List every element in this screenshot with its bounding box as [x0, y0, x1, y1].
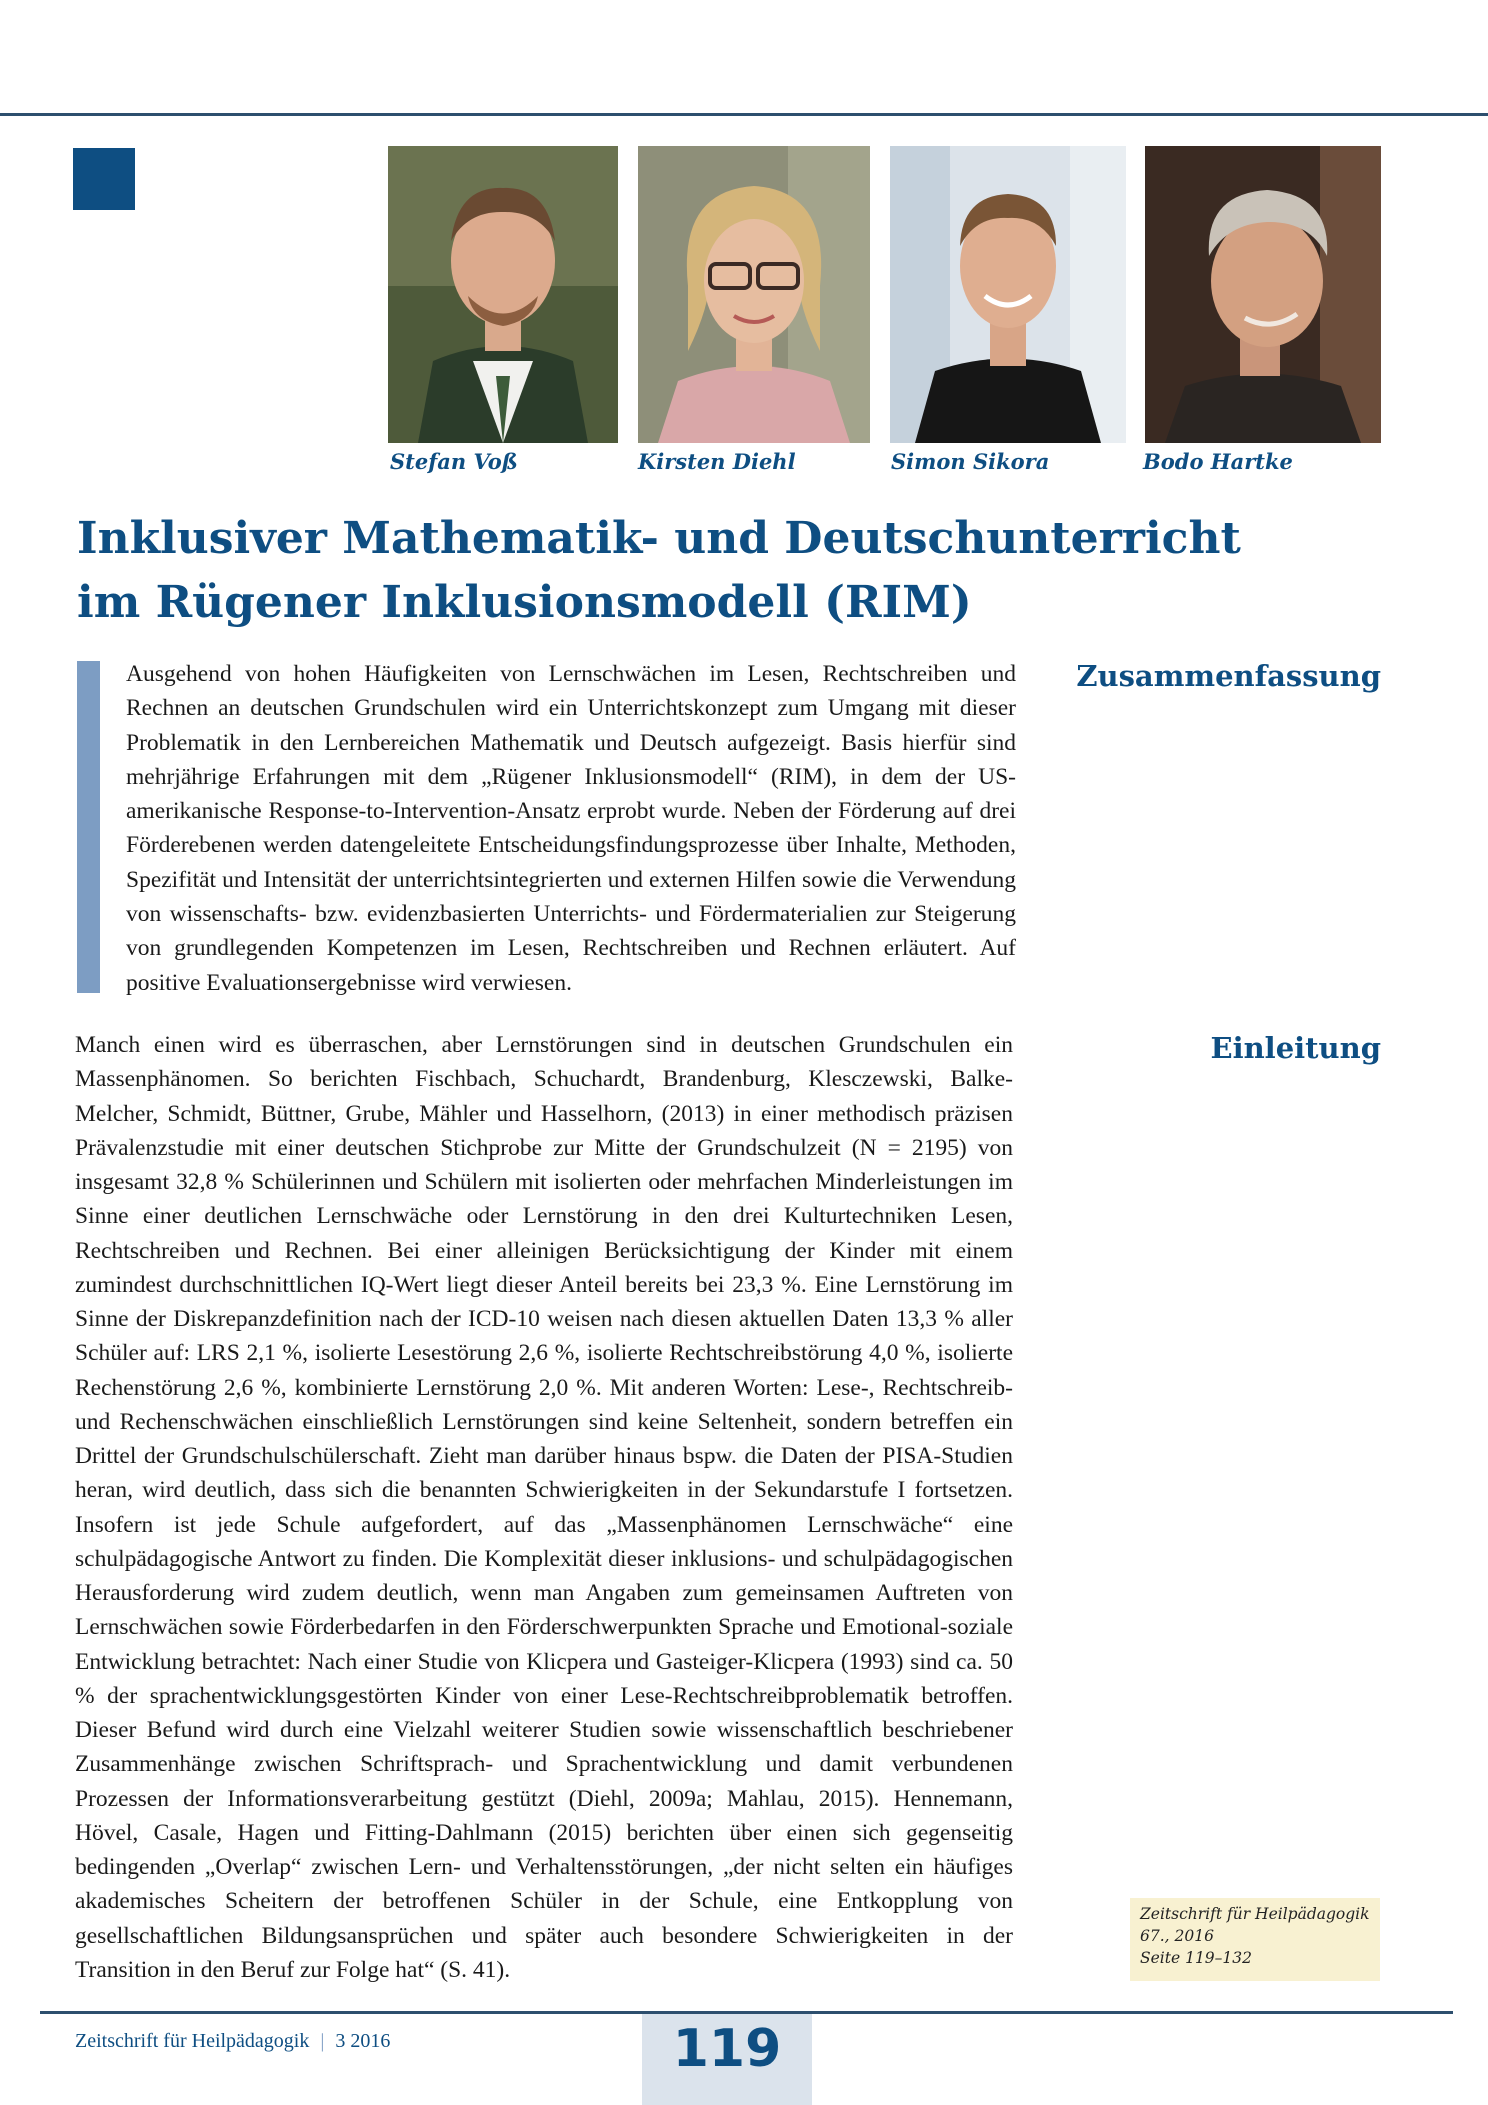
- author-name-4: Bodo Hartke: [1143, 449, 1293, 474]
- footer-journal-info: [75, 2030, 390, 2053]
- author-name-3: Simon Sikora: [891, 449, 1050, 474]
- article-title: [77, 507, 1241, 635]
- journal-citation-name: Zeitschrift für Heilpädagogik: [1140, 1905, 1370, 1923]
- author-photo-1: [388, 146, 618, 443]
- author-name-1: Stefan Voß: [390, 449, 518, 474]
- abstract-heading: Zusammenfassung: [1076, 659, 1381, 693]
- footer-issue: 3: [335, 2030, 346, 2052]
- author-photo-4: [1145, 146, 1381, 443]
- author-photo-3: [890, 146, 1126, 443]
- abstract-accent-bar: [77, 661, 100, 993]
- footer-year: 2016: [350, 2030, 391, 2052]
- body-text-einleitung: Manch einen wird es überraschen, aber Lernstörungen sind in deutschen Grundschulen ein Massenphänomen. So berichten Fischbach, Schuchardt, Brandenburg, Klesczewski, Balke-Melcher, Schmidt, Büttner, Grube, Mähler und Hasselhorn, (2013) in einer methodisch präzisen Prävalenzstudie mit einer deutschen Stichprobe zur Mitte der Grundschulzeit (N = 2195) von insgesamt 32,8 % Schülerinnen und Schülern mit isolierten oder mehrfachen Minderleistungen im Sinne einer deutlichen Lernschwäche oder Lernstörung in den drei Kulturtechniken Lesen, Rechtschreiben und Rechnen. Bei einer alleinigen Berücksichtigung der Kinder mit einem zumindest durchschnittlichen IQ-Wert liegt dieser Anteil bereits bei 23,3 %. Eine Lernstörung im Sinne der Diskrepanzdefinition nach der ICD-10 weisen nach diesen aktuellen Daten 13,3 % aller Schüler auf: LRS 2,1 %, isolierte Lesestörung 2,6 %, isolierte Rechtschreibstörung 4,0 %, isolierte Rechenstörung 2,6 %, kombinierte Lernstörung 2,0 %. Mit anderen Worten: Lese-, Rechtschreib- und Rechenschwächen einschließlich Lernstörungen sind keine Seltenheit, sondern betreffen ein Drittel der Grundschulschülerschaft. Zieht man darüber hinaus bspw. die Daten der PISA-Studien heran, wird deutlich, dass sich die benannten Schwierigkeiten in der Sekundarstufe I fortsetzen. Insofern ist jede Schule aufgefordert, auf das „Massenphänomen Lernschwäche“ eine schulpädagogische Antwort zu finden. Die Komplexität dieser inklusions- und schulpädagogischen Herausforderung wird zudem deutlich, wenn man Angaben zum gemeinsamen Auftreten von Lernschwächen sowie Förderbedarfen in den Förderschwerpunkten Sprache und Emotional-soziale Entwicklung betrachtet: Nach einer Studie von Klicpera und Gasteiger-Klicpera (1993) sind ca. 50 % der sprachentwicklungsgestörten Kinder von einer Lese-Rechtschreibproblematik betroffen. Dieser Befund wird durch eine Vielzahl weiterer Studien sowie wissenschaftlich beschriebener Zusammenhänge zwischen Schriftsprach- und Sprachentwicklung und damit verbundenen Prozessen der Informationsverarbeitung gestützt (Diehl, 2009a; Mahlau, 2015). Hennemann, Hövel, Casale, Hagen und Fitting-Dahlmann (2015) berichten über einen sich gegenseitig bedingenden „Overlap“ zwischen Lern- und Verhaltensstörungen, „der nicht selten ein häufiges akademisches Scheitern der betroffenen Schüler in der Schule, eine Entkopplung von gesellschaftlichen Bildungsansprüchen und später auch besondere Schwierigkeiten in der Transition in den Beruf zur Folge hat“ (S. 41).: [75, 1032, 1013, 1983]
- footer-separator: |: [320, 2030, 325, 2052]
- article-title-line-1: Inklusiver Mathematik- und Deutschunterricht: [77, 513, 1241, 564]
- journal-citation-pages: Seite 119–132: [1140, 1949, 1252, 1967]
- header-rule: [0, 113, 1488, 116]
- author-name-2: Kirsten Diehl: [638, 449, 796, 474]
- page-number: 119: [672, 2019, 782, 2079]
- article-title-line-2: im Rügener Inklusionsmodell (RIM): [77, 577, 972, 628]
- abstract-text: Ausgehend von hohen Häufigkeiten von Lernschwächen im Lesen, Rechtschreiben und Rechnen an deutschen Grundschulen wird ein Unterrichtskonzept zum Umgang mit dieser Problematik in den Lernbereichen Mathematik und Deutsch aufgezeigt. Basis hierfür sind mehrjährige Erfahrungen mit dem „Rügener Inklusionsmodell“ (RIM), in dem der US-amerikanische Response-to-Intervention-Ansatz erprobt wurde. Neben der Förderung auf drei Förderebenen werden datengeleitete Entscheidungsfindungsprozesse über Inhalte, Methoden, Spezifität und Intensität der unterrichtsintegrierten und externen Hilfen sowie die Verwendung von wissenschafts- bzw. evidenzbasierten Unterrichts- und Fördermaterialien zur Steigerung von grundlegenden Kompetenzen im Lesen, Rechtschreiben und Rechnen erläutert. Auf positive Evaluationsergebnisse wird verwiesen.: [126, 661, 1016, 996]
- journal-marker-square: [73, 148, 135, 210]
- author-photo-2: [638, 146, 870, 443]
- section-heading-einleitung: Einleitung: [1210, 1031, 1381, 1065]
- footer-journal-name: Zeitschrift für Heilpädagogik: [75, 2030, 310, 2052]
- journal-citation-box: [1130, 1898, 1380, 1981]
- journal-citation-volume: 67., 2016: [1140, 1927, 1214, 1945]
